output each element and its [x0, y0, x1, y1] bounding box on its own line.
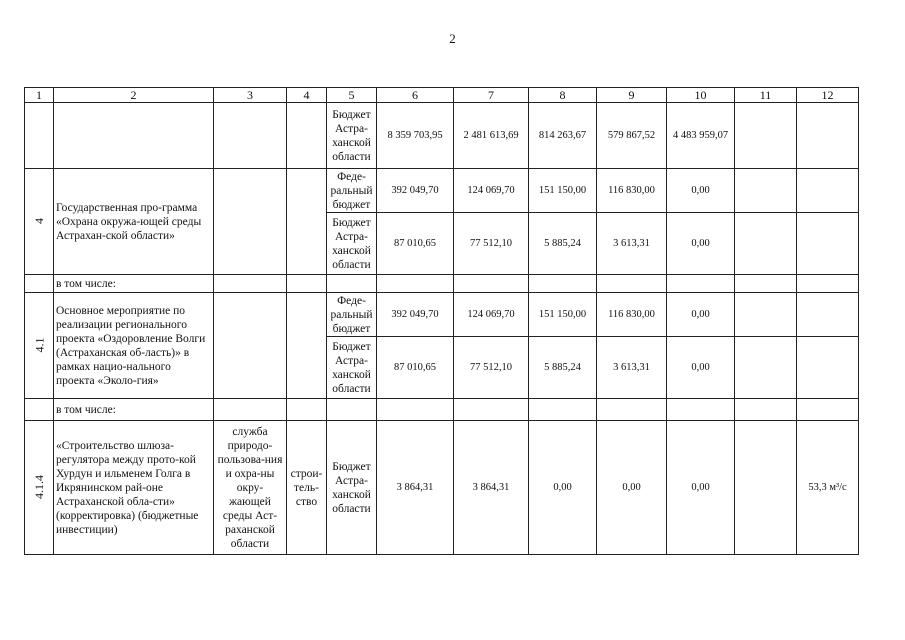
amount-cell: 392 049,70: [377, 169, 454, 213]
amount-cell: 124 069,70: [454, 293, 529, 337]
amount-cell: 87 010,65: [377, 337, 454, 399]
amount-cell: 5 885,24: [529, 213, 597, 275]
amount-cell: 116 830,00: [597, 169, 667, 213]
funding-source: Бюджет Астра-ханской области: [327, 213, 377, 275]
column-number: 1: [25, 88, 54, 103]
amount-cell: 0,00: [667, 213, 735, 275]
budget-table: [24, 87, 859, 555]
program-title: Государственная про-грамма «Охрана окружа-ющей среды Астрахан-ской области»: [54, 169, 214, 275]
amount-cell: 77 512,10: [454, 213, 529, 275]
column-number: 6: [377, 88, 454, 103]
column-number: 12: [797, 88, 859, 103]
amount-cell: 116 830,00: [597, 293, 667, 337]
item-code: 4: [32, 218, 46, 224]
amount-cell: 2 481 613,69: [454, 103, 529, 169]
table-row: [25, 421, 859, 555]
amount-cell: 124 069,70: [454, 169, 529, 213]
funding-source: Бюджет Астра-ханской области: [327, 103, 377, 169]
amount-cell: 3 613,31: [597, 213, 667, 275]
activity-title: Основное мероприятие по реализации регионального проекта «Оздоровление Волги (Астраханская об-ласть)» в рамках нацио-нального проекта «Эколо-гия»: [54, 293, 214, 399]
funding-source: Феде-ральный бюджет: [327, 293, 377, 337]
amount-cell: 5 885,24: [529, 337, 597, 399]
table-row: [25, 399, 859, 421]
amount-cell: 87 010,65: [377, 213, 454, 275]
amount-cell: 151 150,00: [529, 293, 597, 337]
table-row: [25, 275, 859, 293]
column-number: 8: [529, 88, 597, 103]
column-number: 10: [667, 88, 735, 103]
amount-cell: 392 049,70: [377, 293, 454, 337]
table-row: [25, 293, 859, 337]
amount-cell: 3 864,31: [377, 421, 454, 555]
amount-cell: 0,00: [667, 293, 735, 337]
funding-source: Бюджет Астра-ханской области: [327, 421, 377, 555]
column-number: 2: [54, 88, 214, 103]
column-number: 9: [597, 88, 667, 103]
table-row: [25, 103, 859, 169]
amount-cell: 814 263,67: [529, 103, 597, 169]
item-code: 4.1: [32, 337, 46, 353]
column-number: 7: [454, 88, 529, 103]
amount-cell: 0,00: [667, 169, 735, 213]
work-type: строи-тель-ство: [287, 421, 327, 555]
project-title: «Строительство шлюза-регулятора между прото-кой Хурдун и ильменем Голга в Икрянинском рай-оне Астраханской обла-сти» (корректировка) (бюджетные инвестиции): [54, 421, 214, 555]
column-number-row: [25, 88, 859, 103]
table-row: [25, 169, 859, 213]
amount-cell: 579 867,52: [597, 103, 667, 169]
amount-cell: 4 483 959,07: [667, 103, 735, 169]
amount-cell: 0,00: [597, 421, 667, 555]
amount-cell: 3 613,31: [597, 337, 667, 399]
page-number: 2: [449, 31, 456, 46]
column-number: 3: [214, 88, 287, 103]
amount-cell: 0,00: [667, 421, 735, 555]
column-number: 4: [287, 88, 327, 103]
responsible-agency: служба природо-пользова-ния и охра-ны окру-жающей среды Аст-раханской области: [214, 421, 287, 555]
including-label: в том числе:: [54, 399, 214, 421]
amount-cell: 151 150,00: [529, 169, 597, 213]
item-code: 4.1.4: [32, 475, 46, 499]
amount-cell: 0,00: [667, 337, 735, 399]
funding-source: Бюджет Астра-ханской области: [327, 337, 377, 399]
amount-cell: 8 359 703,95: [377, 103, 454, 169]
capacity-value: 53,3 м³/с: [797, 421, 859, 555]
funding-source: Феде-ральный бюджет: [327, 169, 377, 213]
amount-cell: 0,00: [529, 421, 597, 555]
amount-cell: 3 864,31: [454, 421, 529, 555]
amount-cell: 77 512,10: [454, 337, 529, 399]
column-number: 5: [327, 88, 377, 103]
column-number: 11: [735, 88, 797, 103]
including-label: в том числе:: [54, 275, 214, 293]
